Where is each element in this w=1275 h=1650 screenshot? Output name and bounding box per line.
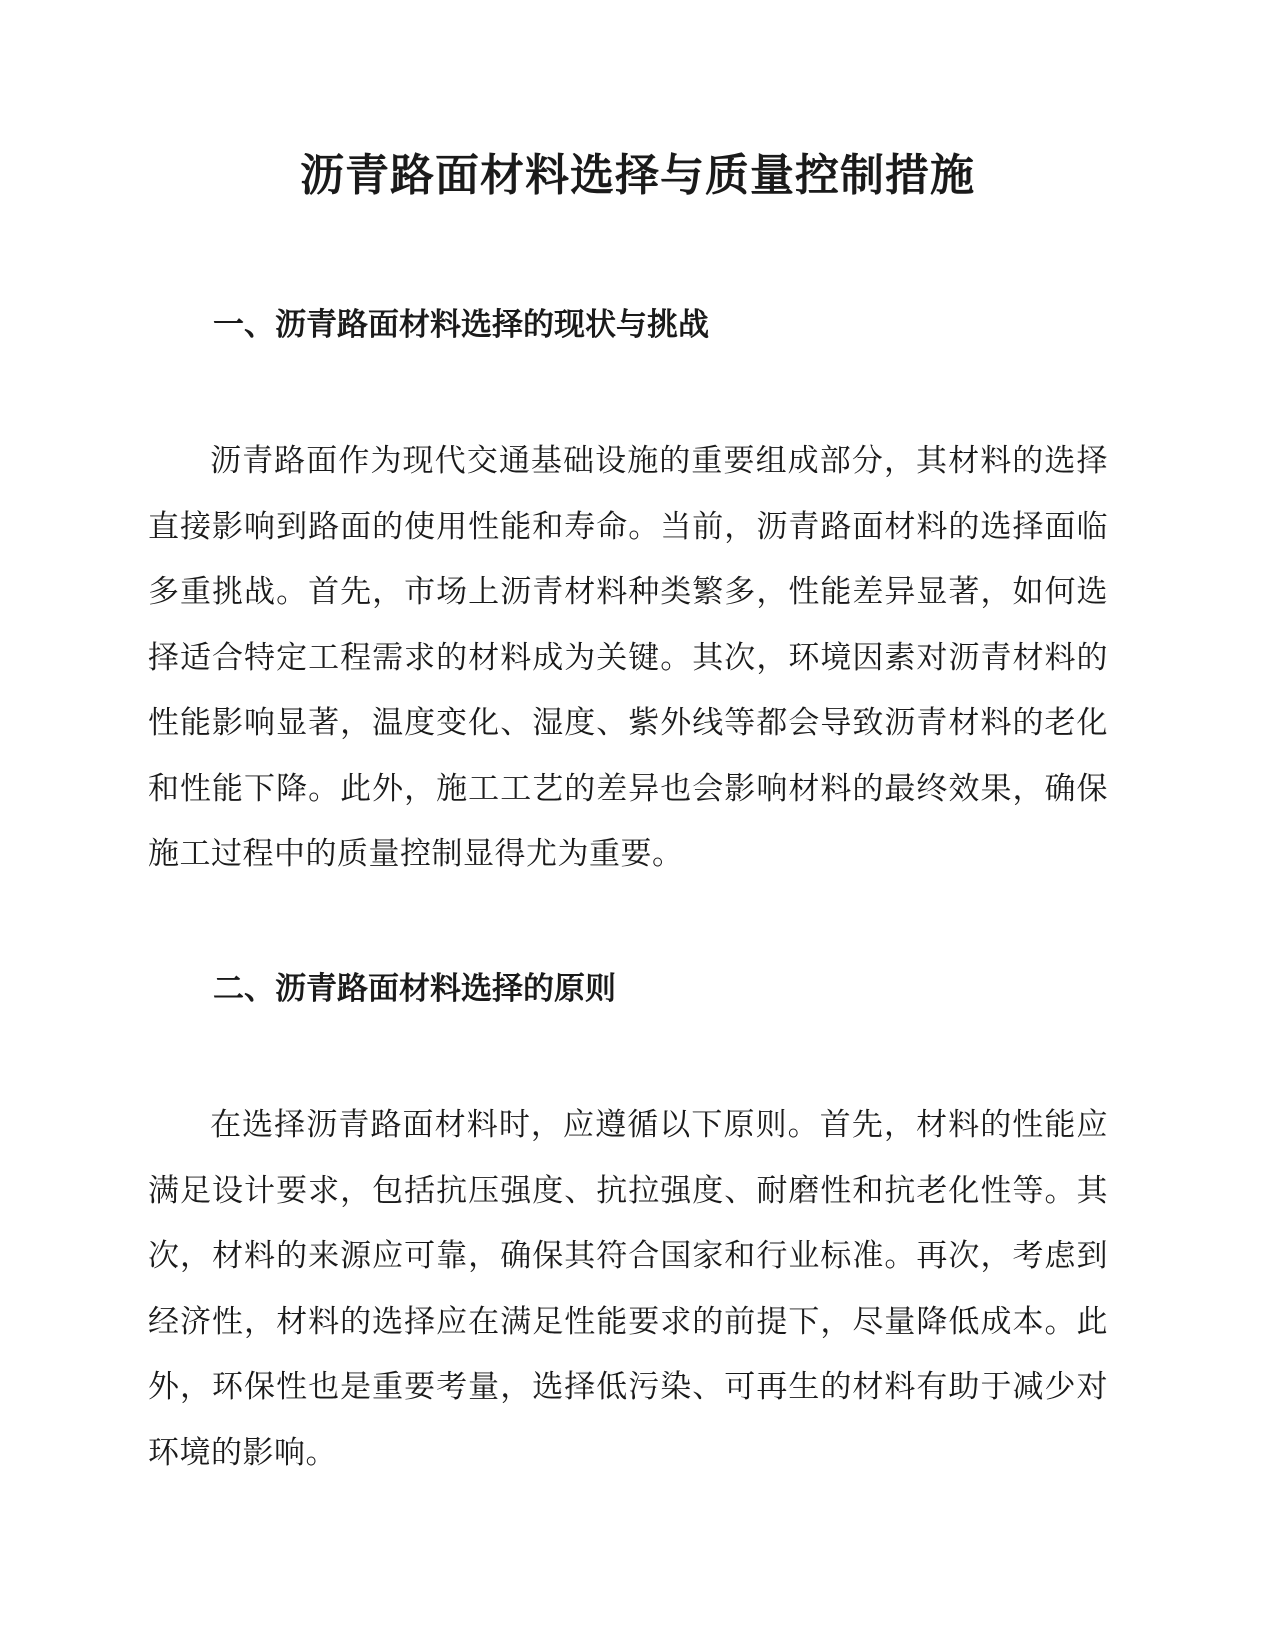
- section-1-paragraph: 沥青路面作为现代交通基础设施的重要组成部分，其材料的选择直接影响到路面的使用性能和寿命。当前，沥青路面材料的选择面临多重挑战。首先，市场上沥青材料种类繁多，性能差异显著，如何选择适合特定工程需求的材料成为关键。其次，环境因素对沥青材料的性能影响显著，温度变化、湿度、紫外线等都会导致沥青材料的老化和性能下降。此外，施工工艺的差异也会影响材料的最终效果，确保施工过程中的质量控制显得尤为重要。: [148, 443, 1108, 872]
- section-1-heading: 一、沥青路面材料选择的现状与挑战: [213, 307, 709, 343]
- section-2-paragraph: 在选择沥青路面材料时，应遵循以下原则。首先，材料的性能应满足设计要求，包括抗压强度、抗拉强度、耐磨性和抗老化性等。其次，材料的来源应可靠，确保其符合国家和行业标准。再次，考虑到经济性，材料的选择应在满足性能要求的前提下，尽量降低成本。此外，环保性也是重要考量，选择低污染、可再生的材料有助于减少对环境的影响。: [148, 1107, 1108, 1471]
- document-title: 沥青路面材料选择与质量控制措施: [300, 150, 975, 201]
- section-2-heading: 二、沥青路面材料选择的原则: [213, 971, 616, 1007]
